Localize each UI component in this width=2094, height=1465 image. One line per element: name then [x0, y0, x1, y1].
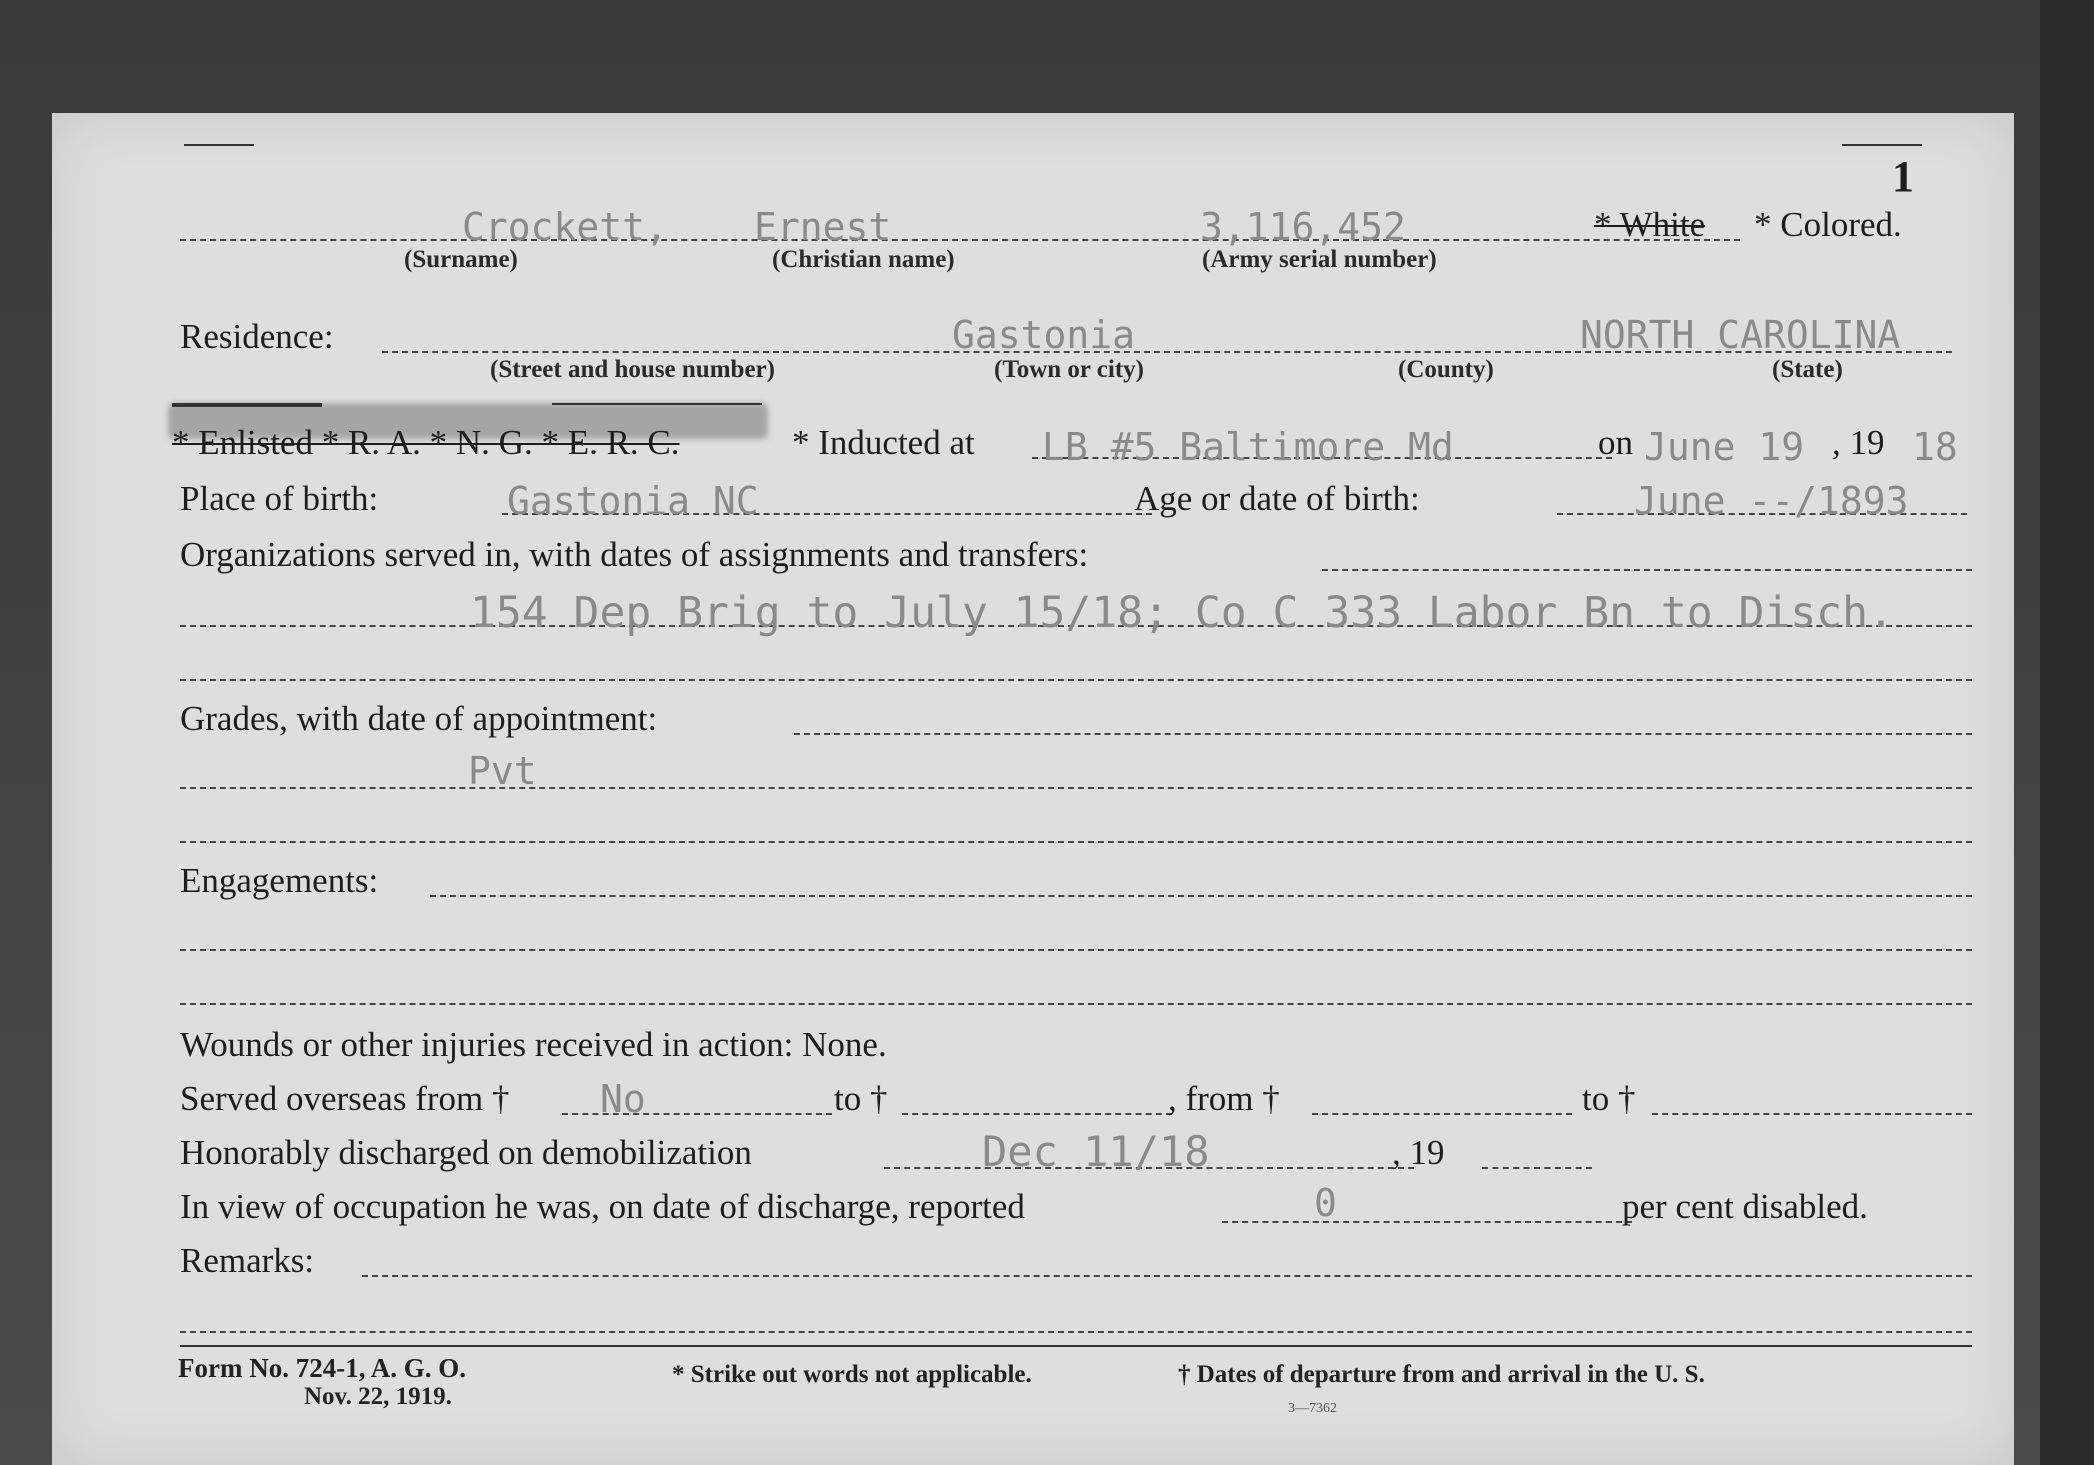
- overseas-label: Served overseas from †: [180, 1079, 510, 1118]
- remarks-label: Remarks:: [180, 1241, 315, 1280]
- organizations-rule-3: [180, 679, 1972, 681]
- remarks-rule-1: [362, 1275, 1972, 1277]
- disability-value: 0: [1314, 1181, 1337, 1225]
- overseas-from2-rule: [1312, 1113, 1572, 1115]
- smudge-rule-2: [552, 403, 762, 405]
- residence-label: Residence:: [180, 317, 334, 356]
- birth-place-label: Place of birth:: [180, 479, 379, 518]
- print-code: 3—7362: [1288, 1401, 1337, 1416]
- discharge-label: Honorably discharged on demobilization: [180, 1133, 752, 1172]
- caption-serial-number: (Army serial number): [1202, 246, 1437, 273]
- name-line-rule: [180, 239, 1740, 241]
- disability-suffix: per cent disabled.: [1622, 1187, 1868, 1226]
- birth-place-value: Gastonia NC: [507, 479, 759, 523]
- on-label: on: [1598, 423, 1633, 462]
- overseas-from2-label: , from †: [1168, 1079, 1280, 1118]
- card-number: 1: [1892, 152, 1914, 201]
- engagements-rule-1: [430, 895, 1972, 897]
- top-left-rule: [184, 144, 254, 146]
- caption-town: (Town or city): [994, 356, 1144, 383]
- discharge-date-value: Dec 11/18: [982, 1127, 1210, 1176]
- remarks-rule-3: [180, 1345, 1972, 1347]
- christian-name-value: Ernest: [754, 205, 892, 249]
- white-option: * White: [1594, 205, 1706, 244]
- caption-christian-name: (Christian name): [772, 246, 955, 273]
- engagements-rule-3: [180, 1003, 1972, 1005]
- caption-county: (County): [1398, 356, 1494, 383]
- birth-date-label: Age or date of birth:: [1134, 479, 1420, 518]
- overseas-to2-rule: [1652, 1113, 1972, 1115]
- organizations-value: 154 Dep Brig to July 15/18; Co C 333 Labor Bn to Disch.: [470, 588, 1894, 638]
- overseas-to2-label: to †: [1582, 1079, 1636, 1118]
- disability-rule: [1222, 1221, 1632, 1223]
- year-prefix: , 19: [1832, 423, 1885, 462]
- caption-street: (Street and house number): [490, 356, 775, 383]
- grades-label: Grades, with date of appointment:: [180, 699, 658, 738]
- organizations-rule-1: [1322, 569, 1972, 571]
- residence-town-value: Gastonia: [952, 313, 1136, 357]
- inducted-place-value: LB #5 Baltimore Md: [1042, 425, 1454, 469]
- inducted-date-value: June 19: [1644, 425, 1805, 469]
- residence-state-value: NORTH CAROLINA: [1580, 313, 1901, 357]
- caption-state: (State): [1772, 356, 1843, 383]
- disability-label: In view of occupation he was, on date of discharge, reported: [180, 1187, 1025, 1226]
- remarks-rule-2: [180, 1331, 1972, 1333]
- enlisted-options: * Enlisted * R. A. * N. G. * E. R. C.: [172, 423, 680, 462]
- smudge-rule-1: [172, 403, 322, 407]
- strike-note: * Strike out words not applicable.: [672, 1361, 1032, 1388]
- wounds-label: Wounds or other injuries received in action: None.: [180, 1025, 887, 1064]
- serial-number-value: 3,116,452: [1200, 205, 1406, 249]
- caption-surname: (Surname): [404, 246, 518, 273]
- top-right-rule: [1842, 144, 1922, 146]
- grades-rule-3: [180, 841, 1972, 843]
- organizations-label: Organizations served in, with dates of assignments and transfers:: [180, 535, 1089, 574]
- colored-option: * Colored.: [1754, 205, 1902, 244]
- grades-value: Pvt: [468, 749, 537, 793]
- scanner-edge: [2040, 0, 2094, 1465]
- form-date: Nov. 22, 1919.: [304, 1383, 452, 1410]
- engagements-label: Engagements:: [180, 861, 379, 900]
- inducted-year-value: 18: [1912, 425, 1958, 469]
- discharge-year-label: , 19: [1392, 1133, 1445, 1172]
- birth-date-value: June --/1893: [1634, 479, 1909, 523]
- grades-rule-2: [180, 787, 1972, 789]
- overseas-to-label: to †: [834, 1079, 888, 1118]
- inducted-label: * Inducted at: [792, 423, 975, 462]
- overseas-from-value: No: [600, 1077, 646, 1121]
- surname-value: Crockett,: [462, 205, 668, 249]
- form-number: Form No. 724-1, A. G. O.: [178, 1353, 466, 1383]
- discharge-year-rule: [1482, 1167, 1592, 1169]
- grades-rule-1: [794, 733, 1972, 735]
- overseas-to-rule: [902, 1113, 1172, 1115]
- dates-note: † Dates of departure from and arrival in the U. S.: [1178, 1361, 1705, 1388]
- service-record-card: [52, 113, 2014, 1465]
- engagements-rule-2: [180, 949, 1972, 951]
